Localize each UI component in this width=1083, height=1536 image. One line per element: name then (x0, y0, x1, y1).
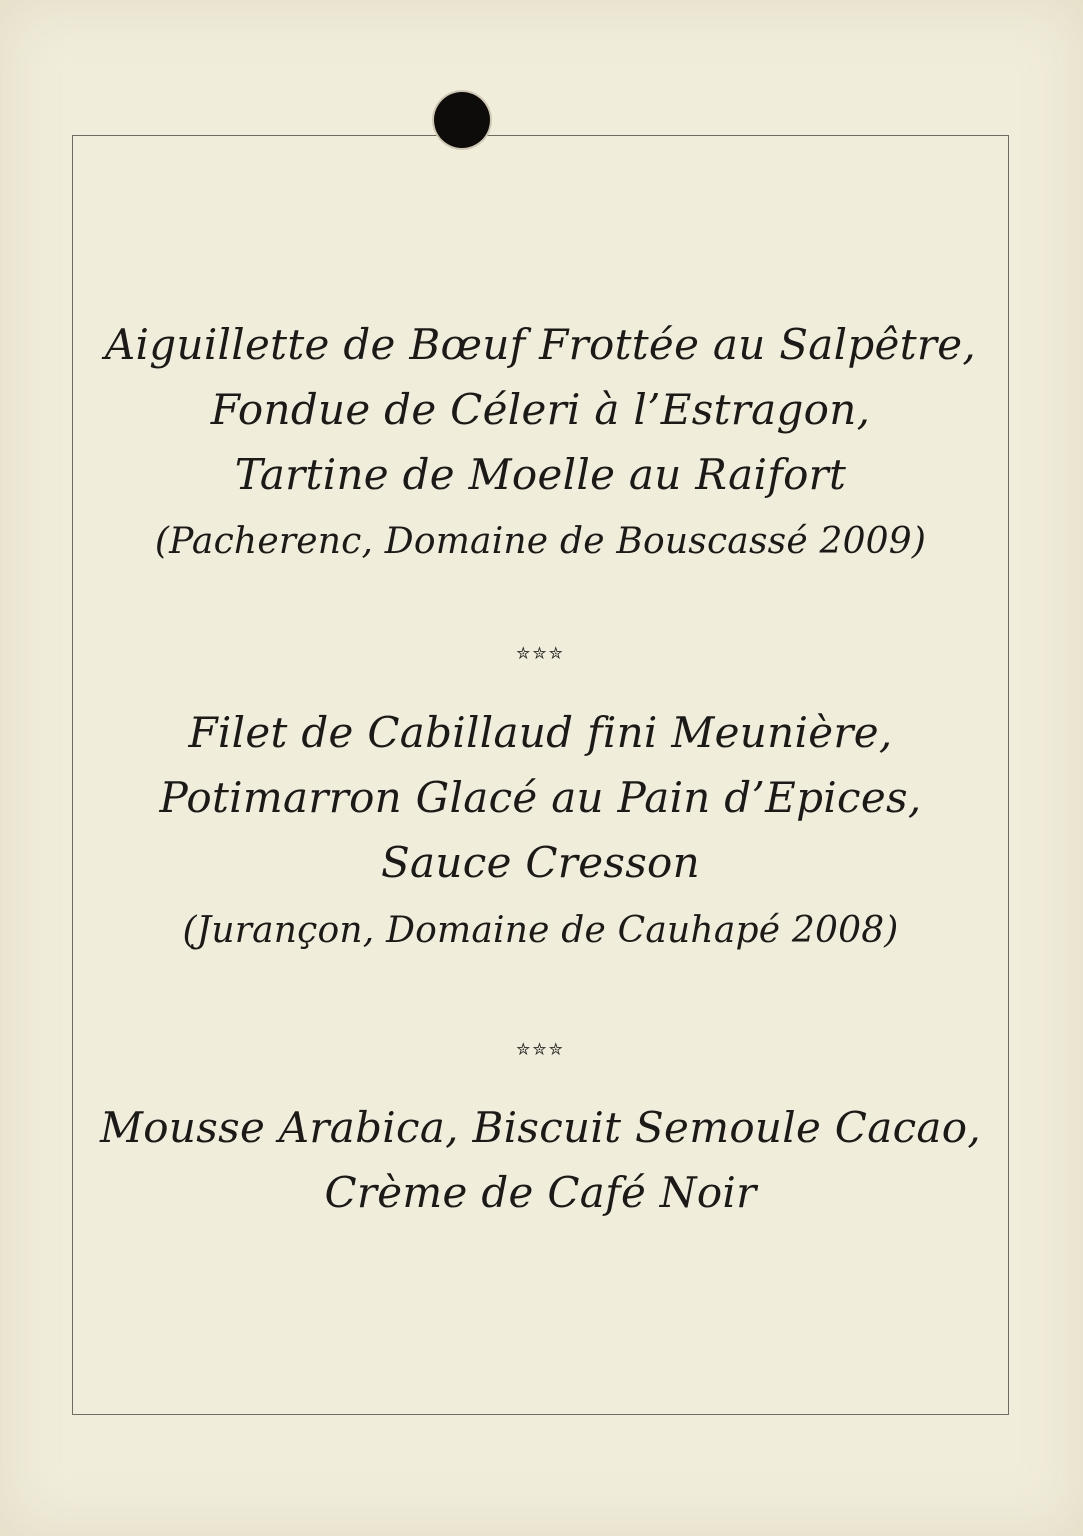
course3-line2: Crème de Café Noir (324, 1168, 757, 1217)
course1-line3: Tartine de Moelle au Raifort (234, 450, 847, 499)
separator-stars-2: ✮✮✮ (516, 1040, 565, 1060)
course2-line1: Filet de Cabillaud fini Meunière, (188, 708, 893, 757)
course1-wine: (Pacherenc, Domaine de Bouscassé 2009) (154, 521, 927, 562)
course1-line2: Fondue de Céleri à l’Estragon, (210, 385, 871, 434)
course2-line2: Potimarron Glacé au Pain d’Epices, (159, 773, 922, 822)
separator-stars-1: ✮✮✮ (516, 644, 565, 664)
course2-wine: (Jurançon, Domaine de Cauhapé 2008) (182, 910, 899, 951)
course3-line1: Mousse Arabica, Biscuit Semoule Cacao, (100, 1103, 981, 1152)
punch-hole (434, 92, 490, 148)
course2-line3: Sauce Cresson (380, 838, 700, 887)
course1-line1: Aiguillette de Bœuf Frottée au Salpêtre, (104, 320, 977, 369)
